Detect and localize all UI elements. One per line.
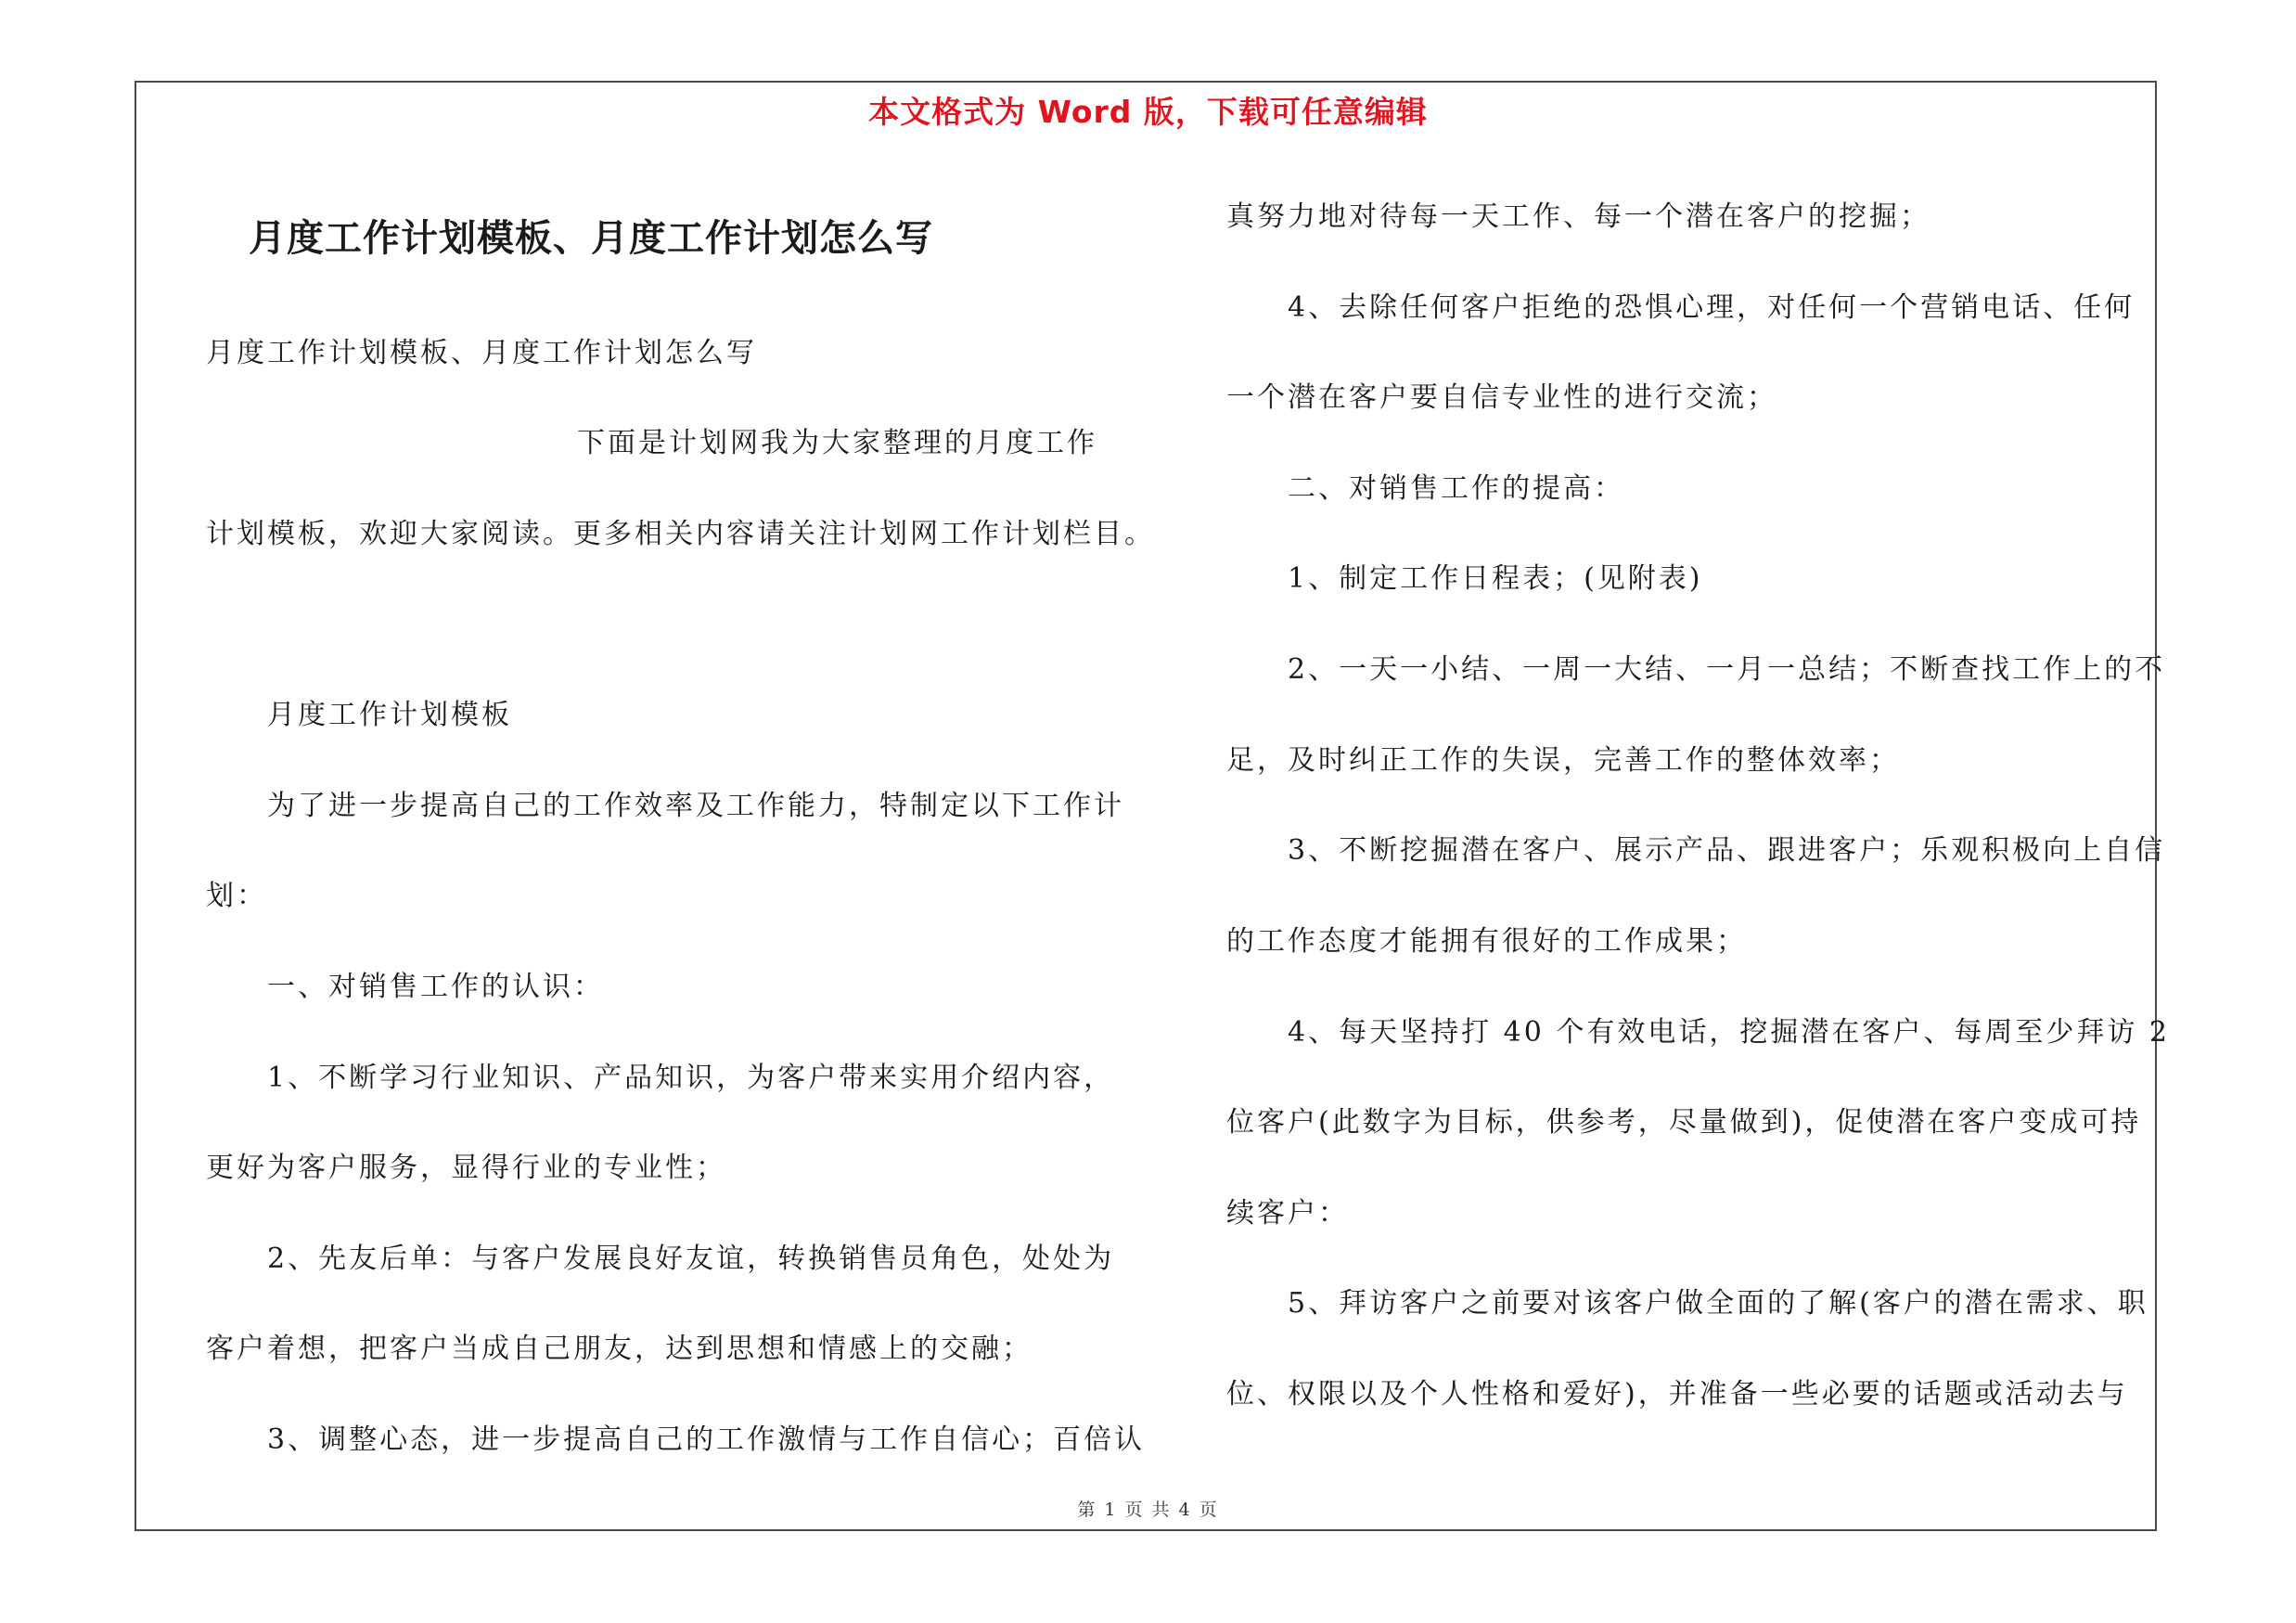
document-title: 月度工作计划模板、月度工作计划怎么写 <box>249 216 933 260</box>
paragraph-line: 为了进一步提高自己的工作效率及工作能力，特制定以下工作计 <box>267 790 1124 822</box>
editable-word-banner: 本文格式为 Word 版，下载可任意编辑 <box>868 94 1428 130</box>
paragraph-line: 2、一天一小结、一周一大结、一月一总结；不断查找工作上的不 <box>1288 653 2166 686</box>
section-heading: 月度工作计划模板 <box>267 699 512 731</box>
paragraph-line: 1、制定工作日程表；(见附表) <box>1288 562 1703 595</box>
paragraph-line: 续客户： <box>1226 1197 1349 1230</box>
paragraph-line: 真努力地对待每一天工作、每一个潜在客户的挖掘； <box>1226 200 1930 233</box>
section-heading: 二、对销售工作的提高： <box>1288 472 1624 505</box>
paragraph-line: 的工作态度才能拥有很好的工作成果； <box>1226 925 1747 958</box>
paragraph-line: 5、拜访客户之前要对该客户做全面的了解(客户的潜在需求、职 <box>1288 1287 2148 1320</box>
paragraph-line: 更好为客户服务，显得行业的专业性； <box>206 1152 726 1184</box>
paragraph-line: 月度工作计划模板、月度工作计划怎么写 <box>206 337 757 369</box>
paragraph-line: 位客户(此数字为目标，供参考，尽量做到)，促使潜在客户变成可持 <box>1226 1106 2142 1139</box>
paragraph-line: 位、权限以及个人性格和爱好)，并准备一些必要的话题或活动去与 <box>1226 1378 2128 1410</box>
paragraph-line: 一个潜在客户要自信专业性的进行交流； <box>1226 381 1777 414</box>
paragraph-line: 3、不断挖掘潜在客户、展示产品、跟进客户；乐观积极向上自信 <box>1288 834 2166 867</box>
paragraph-line: 客户着想，把客户当成自己朋友，达到思想和情感上的交融； <box>206 1333 1033 1365</box>
paragraph-line: 计划模板，欢迎大家阅读。更多相关内容请关注计划网工作计划栏目。 <box>206 518 1155 550</box>
section-heading: 一、对销售工作的认识： <box>267 971 604 1003</box>
paragraph-line: 4、去除任何客户拒绝的恐惧心理，对任何一个营销电话、任何 <box>1288 291 2136 324</box>
paragraph-line: 2、先友后单：与客户发展良好友谊，转换销售员角色，处处为 <box>267 1243 1115 1275</box>
paragraph-line: 1、不断学习行业知识、产品知识，为客户带来实用介绍内容， <box>267 1062 1115 1094</box>
paragraph-line: 划： <box>206 880 267 912</box>
paragraph-line: 足，及时纠正工作的失误，完善工作的整体效率； <box>1226 744 1900 777</box>
page-number-footer: 第 1 页 共 4 页 <box>1077 1500 1219 1520</box>
paragraph-line: 4、每天坚持打 40 个有效电话，挖掘潜在客户、每周至少拜访 2 <box>1288 1016 2170 1049</box>
paragraph-line: 3、调整心态，进一步提高自己的工作激情与工作自信心；百倍认 <box>267 1423 1146 1456</box>
paragraph-line: 下面是计划网我为大家整理的月度工作 <box>577 427 1097 459</box>
